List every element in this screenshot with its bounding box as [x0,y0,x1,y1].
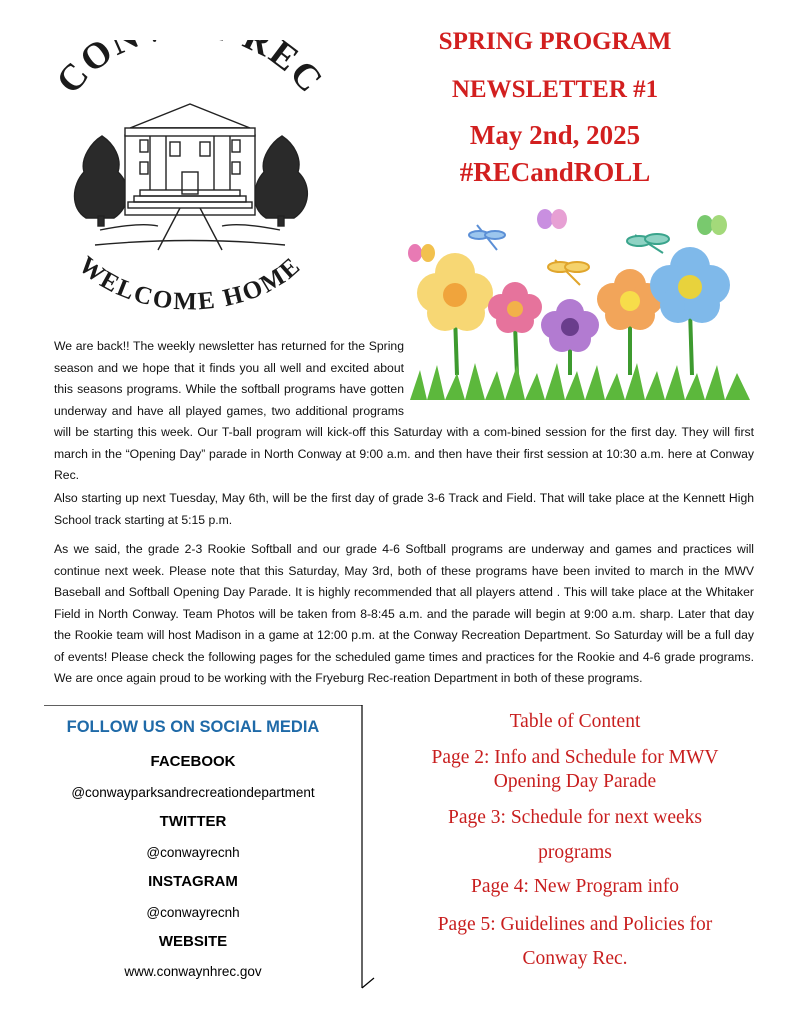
intro-text: We are back!! The weekly newsletter has returned for the Spring season and we hope that it finds you all well and excited about this seasons programs. While the softball programs have gotten underway and have all played games, two additional programs will be starting this week. Our T-ball program will kick-off this Saturday with a com-bined session for the first day. They will first march in the “Opening Day” parade in North Conway at 9:00 a.m. and then have their first session at 10:30 a.m. here at Conway Rec. [54,339,754,482]
conway-rec-logo [40,40,340,315]
logo-arc-top: CO REC [48,40,332,102]
track-field-paragraph: Also starting up next Tuesday, May 6th, will be the first day of grade 3-6 Track and Field. That will take place at the Kennett High School track starting at 5:15 p.m. [54,491,754,527]
flowers-wrap-spacer [404,336,754,422]
town-hall-illustration [75,104,308,250]
website-label: WEBSITE [158,933,228,950]
headline-hashtag: #RECandROLL [459,157,651,187]
butterfly-icon [408,244,435,262]
instagram-handle[interactable]: @conwayrecnh [146,905,240,920]
headline-date: May 2nd, 2025 [469,120,641,150]
butterfly-icon [697,215,727,235]
toc-page-5: Page 5: Guidelines and Policies for Conway Rec. [437,914,713,969]
facebook-label: FACEBOOK [150,753,236,770]
logo-arc-bottom: WELCOME HOME [73,251,307,315]
instagram-label: INSTAGRAM [148,873,238,890]
website-link[interactable]: www.conwaynhrec.gov [124,964,262,979]
softball-paragraph: As we said, the grade 2-3 Rookie Softball and our grade 4-6 Softball programs are underway and games and practices will continue next week. Please note that this Saturday, May 3rd, both of these programs have been invited to march in the MWV Baseball and Softball Opening Day Parade. It is highly recommended that all players attend . This will take place at the Whitaker Field in North Conway. Team Photos will be taken from 8-8:45 a.m. and the parade will begin at 9:00 a.m. sharp. Later that day the Rookie team will host Madison in a game at 12:00 p.m. at the Conway Recreation Department. So Saturday will be a full day of events! Please check the following pages for the scheduled game times and practices for the Rookie and 4-6 grade programs. We are once again proud to be working with the Fryeburg Rec-reation Department in both of these programs. [54,542,754,685]
dragonfly-icon [469,225,505,250]
dragonfly-icon [627,234,669,253]
toc-page-3-cont: programs [538,842,612,863]
twitter-label: TWITTER [159,813,227,830]
svg-text:CONWAY REC [49,40,332,102]
facebook-handle[interactable]: @conwayparksandrecreationdepartment [71,785,315,800]
toc-page-2: Page 2: Info and Schedule for MWV Opening Day Parade [431,747,719,792]
toc-page-3: Page 3: Schedule for next weeks [448,807,702,828]
toc-page-4: Page 4: New Program info [471,876,679,897]
social-title: FOLLOW US ON SOCIAL MEDIA [66,718,320,736]
flower-blue [650,247,730,323]
social-media-box [44,705,376,995]
flower-yellow [417,253,493,331]
svg-text:WELCOME HOME [73,252,306,315]
toc-title: Table of Content [509,711,641,732]
flower-pink [488,282,542,333]
headline-spring-program: SPRING PROGRAM [438,28,672,55]
intro-paragraph [54,336,754,487]
dragonfly-icon [548,260,589,285]
butterfly-icon [537,209,567,229]
twitter-handle[interactable]: @conwayrecnh [146,845,240,860]
headline-newsletter-number: NEWSLETTER #1 [451,76,659,103]
